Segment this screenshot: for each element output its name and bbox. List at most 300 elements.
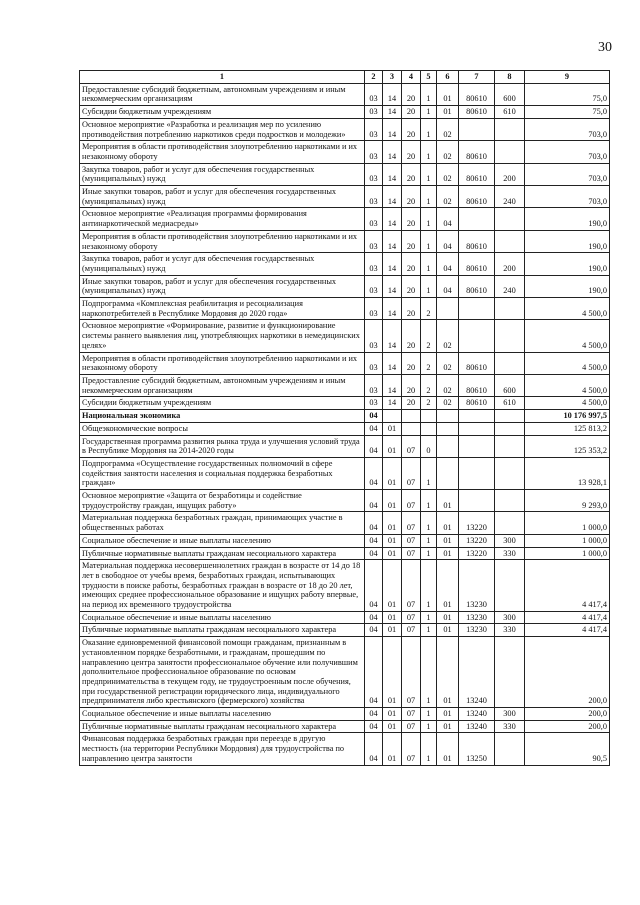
subsection-code: 01: [383, 512, 402, 534]
section-code: 03: [365, 374, 383, 396]
amount-value: 190,0: [525, 208, 610, 230]
table-row: [80, 253, 610, 275]
table-row: [80, 490, 610, 512]
activity-code: 01: [437, 720, 459, 733]
header-cell: 8: [495, 71, 525, 84]
subsection-code: 14: [383, 275, 402, 297]
amount-value: 703,0: [525, 186, 610, 208]
activity-code: 02: [437, 320, 459, 352]
program-code: 07: [402, 624, 421, 637]
subsection-code: 14: [383, 163, 402, 185]
activity-code: 02: [437, 163, 459, 185]
program-code: 07: [402, 547, 421, 560]
subsection-code: 14: [383, 186, 402, 208]
header-cell: 6: [437, 71, 459, 84]
amount-value: 4 500,0: [525, 374, 610, 396]
amount-value: 4 417,4: [525, 624, 610, 637]
table-row: [80, 163, 610, 185]
program-code: 07: [402, 457, 421, 489]
direction-code: 13220: [459, 512, 495, 534]
amount-value: 4 500,0: [525, 298, 610, 320]
subprogram-code: 1: [421, 275, 437, 297]
direction-code: 80610: [459, 163, 495, 185]
direction-code: 13220: [459, 547, 495, 560]
subprogram-code: 1: [421, 637, 437, 708]
amount-value: 4 500,0: [525, 397, 610, 410]
section-code: 03: [365, 397, 383, 410]
section-code: 03: [365, 163, 383, 185]
subprogram-code: 1: [421, 490, 437, 512]
amount-value: 125 813,2: [525, 422, 610, 435]
section-code: 04: [365, 733, 383, 765]
table-row: [80, 733, 610, 765]
row-description: Основное мероприятие «Разработка и реализация мер по усилению противодействия потреблению наркотиков среди подростков и молодежи»: [80, 118, 365, 140]
subprogram-code: 1: [421, 720, 437, 733]
program-code: 07: [402, 490, 421, 512]
program-code: 07: [402, 733, 421, 765]
activity-code: [437, 435, 459, 457]
table-row: [80, 611, 610, 624]
activity-code: 04: [437, 275, 459, 297]
activity-code: 01: [437, 83, 459, 105]
expense-type-code: [495, 230, 525, 252]
subsection-code: 01: [383, 534, 402, 547]
program-code: 20: [402, 141, 421, 163]
expense-type-code: [495, 141, 525, 163]
direction-code: [459, 410, 495, 423]
table-row: [80, 708, 610, 721]
program-code: 07: [402, 708, 421, 721]
subsection-code: [383, 410, 402, 423]
program-code: 20: [402, 163, 421, 185]
section-code: 03: [365, 275, 383, 297]
row-description: Социальное обеспечение и иные выплаты населению: [80, 534, 365, 547]
expense-type-code: [495, 422, 525, 435]
amount-value: 200,0: [525, 708, 610, 721]
subsection-code: 01: [383, 560, 402, 612]
table-row: [80, 637, 610, 708]
row-description: Социальное обеспечение и иные выплаты населению: [80, 708, 365, 721]
header-cell: 2: [365, 71, 383, 84]
direction-code: 80610: [459, 83, 495, 105]
subprogram-code: 1: [421, 106, 437, 119]
row-description: Общеэкономические вопросы: [80, 422, 365, 435]
section-code: 03: [365, 106, 383, 119]
program-code: [402, 410, 421, 423]
section-code: 04: [365, 624, 383, 637]
expense-type-code: [495, 512, 525, 534]
subsection-code: 01: [383, 733, 402, 765]
subprogram-code: 2: [421, 397, 437, 410]
program-code: 20: [402, 298, 421, 320]
expense-type-code: 300: [495, 534, 525, 547]
expense-type-code: 330: [495, 720, 525, 733]
subprogram-code: 1: [421, 733, 437, 765]
subsection-code: 14: [383, 320, 402, 352]
subprogram-code: 2: [421, 352, 437, 374]
activity-code: 01: [437, 534, 459, 547]
table-row: [80, 275, 610, 297]
program-code: 07: [402, 534, 421, 547]
activity-code: 01: [437, 637, 459, 708]
subsection-code: 01: [383, 422, 402, 435]
subsection-code: 01: [383, 708, 402, 721]
program-code: 20: [402, 83, 421, 105]
expense-type-code: [495, 298, 525, 320]
direction-code: 80610: [459, 106, 495, 119]
direction-code: 13230: [459, 560, 495, 612]
section-code: 03: [365, 118, 383, 140]
table-row: [80, 397, 610, 410]
table-row: [80, 320, 610, 352]
subsection-code: 14: [383, 208, 402, 230]
page-number: 30: [598, 40, 612, 55]
section-code: 03: [365, 141, 383, 163]
row-description: Основное мероприятие «Реализация программы формирования антинаркотической медиасреды»: [80, 208, 365, 230]
amount-value: 200,0: [525, 720, 610, 733]
expense-type-code: 240: [495, 275, 525, 297]
expense-type-code: 240: [495, 186, 525, 208]
table-row: [80, 547, 610, 560]
subprogram-code: 1: [421, 208, 437, 230]
activity-code: 01: [437, 547, 459, 560]
amount-value: 1 000,0: [525, 534, 610, 547]
expense-type-code: [495, 435, 525, 457]
amount-value: 9 293,0: [525, 490, 610, 512]
expense-type-code: 300: [495, 611, 525, 624]
activity-code: 01: [437, 106, 459, 119]
direction-code: [459, 320, 495, 352]
table-row: [80, 624, 610, 637]
amount-value: 125 353,2: [525, 435, 610, 457]
expense-type-code: [495, 320, 525, 352]
activity-code: 01: [437, 611, 459, 624]
activity-code: 04: [437, 230, 459, 252]
direction-code: 80610: [459, 352, 495, 374]
program-code: 20: [402, 118, 421, 140]
activity-code: [437, 422, 459, 435]
direction-code: 80610: [459, 275, 495, 297]
expense-type-code: 600: [495, 83, 525, 105]
section-code: 04: [365, 435, 383, 457]
subsection-code: 14: [383, 141, 402, 163]
table-row: [80, 457, 610, 489]
direction-code: 13240: [459, 720, 495, 733]
program-code: 07: [402, 560, 421, 612]
section-code: 03: [365, 208, 383, 230]
amount-value: 4 500,0: [525, 320, 610, 352]
activity-code: 01: [437, 490, 459, 512]
row-description: Иные закупки товаров, работ и услуг для обеспечения государственных (муниципальных) нужд: [80, 186, 365, 208]
amount-value: 200,0: [525, 637, 610, 708]
subprogram-code: 1: [421, 141, 437, 163]
amount-value: 703,0: [525, 118, 610, 140]
direction-code: 13240: [459, 637, 495, 708]
program-code: 20: [402, 106, 421, 119]
expense-type-code: 610: [495, 397, 525, 410]
table-row: [80, 512, 610, 534]
activity-code: 04: [437, 208, 459, 230]
row-description: Материальная поддержка несовершеннолетних граждан в возрасте от 14 до 18 лет в свободное от учебы время, безработных граждан, испытывающих трудности в поиске работы, безработных граждан в возрасте от 18 до 20 лет, имеющих среднее профессиональное образование и ищущих работу впервые, на период их временного трудоустройства: [80, 560, 365, 612]
row-description: Закупка товаров, работ и услуг для обеспечения государственных (муниципальных) нужд: [80, 163, 365, 185]
row-description: Мероприятия в области противодействия злоупотреблению наркотиками и их незаконному обороту: [80, 352, 365, 374]
amount-value: 703,0: [525, 141, 610, 163]
section-code: 04: [365, 720, 383, 733]
table-row: [80, 435, 610, 457]
amount-value: 4 417,4: [525, 611, 610, 624]
table-row: [80, 118, 610, 140]
expense-type-code: 330: [495, 547, 525, 560]
expense-type-code: [495, 457, 525, 489]
table-row: [80, 534, 610, 547]
amount-value: 190,0: [525, 230, 610, 252]
table-row: [80, 106, 610, 119]
table-row: [80, 410, 610, 423]
amount-value: 90,5: [525, 733, 610, 765]
direction-code: 80610: [459, 253, 495, 275]
activity-code: 01: [437, 624, 459, 637]
budget-table: [79, 70, 610, 766]
direction-code: 13230: [459, 611, 495, 624]
table-row: [80, 560, 610, 612]
header-cell: 4: [402, 71, 421, 84]
subprogram-code: 2: [421, 298, 437, 320]
activity-code: 02: [437, 374, 459, 396]
direction-code: 80610: [459, 141, 495, 163]
activity-code: 04: [437, 253, 459, 275]
activity-code: 02: [437, 141, 459, 163]
program-code: 07: [402, 720, 421, 733]
subprogram-code: 0: [421, 435, 437, 457]
amount-value: 190,0: [525, 253, 610, 275]
subsection-code: 01: [383, 624, 402, 637]
section-code: 04: [365, 637, 383, 708]
expense-type-code: [495, 490, 525, 512]
program-code: 07: [402, 435, 421, 457]
activity-code: 01: [437, 708, 459, 721]
header-cell: 5: [421, 71, 437, 84]
table-row: [80, 141, 610, 163]
direction-code: 80610: [459, 230, 495, 252]
row-description: Субсидии бюджетным учреждениям: [80, 106, 365, 119]
amount-value: 190,0: [525, 275, 610, 297]
program-code: 20: [402, 208, 421, 230]
activity-code: [437, 457, 459, 489]
subsection-code: 14: [383, 253, 402, 275]
header-cell: 7: [459, 71, 495, 84]
table-row: [80, 208, 610, 230]
direction-code: [459, 422, 495, 435]
subsection-code: 14: [383, 230, 402, 252]
row-description: Основное мероприятие «Формирование, развитие и функционирование системы раннего выявления лиц, употребляющих наркотики в немедицинских целях»: [80, 320, 365, 352]
row-description: Социальное обеспечение и иные выплаты населению: [80, 611, 365, 624]
row-description: Иные закупки товаров, работ и услуг для обеспечения государственных (муниципальных) нужд: [80, 275, 365, 297]
row-description: Национальная экономика: [80, 410, 365, 423]
activity-code: [437, 298, 459, 320]
row-description: Публичные нормативные выплаты гражданам несоциального характера: [80, 720, 365, 733]
subsection-code: 01: [383, 547, 402, 560]
row-description: Подпрограмма «Осуществление государственных полномочий в сфере содействия занятости населения и социальная поддержка безработных граждан»: [80, 457, 365, 489]
expense-type-code: 600: [495, 374, 525, 396]
program-code: 20: [402, 186, 421, 208]
program-code: 07: [402, 637, 421, 708]
expense-type-code: [495, 352, 525, 374]
row-description: Публичные нормативные выплаты гражданам несоциального характера: [80, 547, 365, 560]
direction-code: [459, 118, 495, 140]
section-code: 03: [365, 352, 383, 374]
subprogram-code: 1: [421, 534, 437, 547]
direction-code: 13230: [459, 624, 495, 637]
subsection-code: 01: [383, 611, 402, 624]
expense-type-code: 610: [495, 106, 525, 119]
section-code: 04: [365, 490, 383, 512]
row-description: Предоставление субсидий бюджетным, автономным учреждениям и иным некоммерческим организациям: [80, 83, 365, 105]
direction-code: 80610: [459, 397, 495, 410]
activity-code: [437, 410, 459, 423]
section-code: 04: [365, 708, 383, 721]
program-code: 20: [402, 275, 421, 297]
program-code: 20: [402, 374, 421, 396]
section-code: 04: [365, 512, 383, 534]
subprogram-code: 1: [421, 547, 437, 560]
subprogram-code: 1: [421, 624, 437, 637]
row-description: Мероприятия в области противодействия злоупотреблению наркотиками и их незаконному обороту: [80, 230, 365, 252]
expense-type-code: 200: [495, 253, 525, 275]
row-description: Предоставление субсидий бюджетным, автономным учреждениям и иным некоммерческим организациям: [80, 374, 365, 396]
table-header-row: [80, 71, 610, 84]
direction-code: 13240: [459, 708, 495, 721]
section-code: 03: [365, 230, 383, 252]
row-description: Государственная программа развития рынка труда и улучшения условий труда в Республике Мордовия на 2014-2020 годы: [80, 435, 365, 457]
row-description: Подпрограмма «Комплексная реабилитация и ресоциализация наркопотребителей в Республике Мордовия до 2020 года»: [80, 298, 365, 320]
subsection-code: 14: [383, 106, 402, 119]
table-row: [80, 374, 610, 396]
section-code: 04: [365, 560, 383, 612]
row-description: Финансовая поддержка безработных граждан при переезде в другую местность (на территории Республики Мордовия) для трудоустройства по направлению центра занятости: [80, 733, 365, 765]
section-code: 03: [365, 320, 383, 352]
row-description: Субсидии бюджетным учреждениям: [80, 397, 365, 410]
section-code: 04: [365, 422, 383, 435]
amount-value: 4 417,4: [525, 560, 610, 612]
expense-type-code: [495, 208, 525, 230]
section-code: 03: [365, 298, 383, 320]
subsection-code: 01: [383, 435, 402, 457]
activity-code: 02: [437, 397, 459, 410]
program-code: 07: [402, 512, 421, 534]
header-cell: 1: [80, 71, 365, 84]
subprogram-code: 1: [421, 457, 437, 489]
amount-value: 13 928,1: [525, 457, 610, 489]
amount-value: 1 000,0: [525, 547, 610, 560]
table-row: [80, 352, 610, 374]
subprogram-code: 1: [421, 83, 437, 105]
subprogram-code: [421, 410, 437, 423]
program-code: 20: [402, 253, 421, 275]
direction-code: [459, 457, 495, 489]
subsection-code: 01: [383, 720, 402, 733]
expense-type-code: [495, 118, 525, 140]
program-code: 20: [402, 320, 421, 352]
direction-code: 80610: [459, 186, 495, 208]
subprogram-code: 2: [421, 374, 437, 396]
subsection-code: 14: [383, 397, 402, 410]
section-code: 04: [365, 547, 383, 560]
header-cell: 9: [525, 71, 610, 84]
table-row: [80, 83, 610, 105]
activity-code: 01: [437, 733, 459, 765]
subsection-code: 14: [383, 83, 402, 105]
subprogram-code: 1: [421, 512, 437, 534]
section-code: 03: [365, 253, 383, 275]
direction-code: [459, 208, 495, 230]
program-code: 07: [402, 611, 421, 624]
subprogram-code: 1: [421, 163, 437, 185]
direction-code: 80610: [459, 374, 495, 396]
amount-value: 4 500,0: [525, 352, 610, 374]
section-code: 03: [365, 186, 383, 208]
expense-type-code: [495, 637, 525, 708]
row-description: Мероприятия в области противодействия злоупотреблению наркотиками и их незаконному обороту: [80, 141, 365, 163]
expense-type-code: 200: [495, 163, 525, 185]
expense-type-code: 300: [495, 708, 525, 721]
amount-value: 75,0: [525, 83, 610, 105]
table-row: [80, 720, 610, 733]
expense-type-code: [495, 733, 525, 765]
expense-type-code: [495, 560, 525, 612]
subprogram-code: 1: [421, 253, 437, 275]
amount-value: 75,0: [525, 106, 610, 119]
amount-value: 703,0: [525, 163, 610, 185]
table-row: [80, 186, 610, 208]
subprogram-code: 1: [421, 611, 437, 624]
expense-type-code: 330: [495, 624, 525, 637]
row-description: Публичные нормативные выплаты гражданам несоциального характера: [80, 624, 365, 637]
direction-code: [459, 298, 495, 320]
activity-code: 01: [437, 512, 459, 534]
subprogram-code: 1: [421, 230, 437, 252]
direction-code: [459, 490, 495, 512]
row-description: Основное мероприятие «Защита от безработицы и содействие трудоустройству граждан, ищущих работу»: [80, 490, 365, 512]
section-code: 04: [365, 534, 383, 547]
subprogram-code: 2: [421, 320, 437, 352]
subsection-code: 01: [383, 490, 402, 512]
program-code: 20: [402, 230, 421, 252]
activity-code: 02: [437, 186, 459, 208]
program-code: 20: [402, 352, 421, 374]
subprogram-code: 1: [421, 118, 437, 140]
activity-code: 01: [437, 560, 459, 612]
subsection-code: 01: [383, 637, 402, 708]
row-description: Закупка товаров, работ и услуг для обеспечения государственных (муниципальных) нужд: [80, 253, 365, 275]
direction-code: 13250: [459, 733, 495, 765]
direction-code: 13220: [459, 534, 495, 547]
subprogram-code: 1: [421, 708, 437, 721]
amount-value: 1 000,0: [525, 512, 610, 534]
section-code: 04: [365, 611, 383, 624]
subsection-code: 14: [383, 374, 402, 396]
activity-code: 02: [437, 118, 459, 140]
program-code: [402, 422, 421, 435]
section-code: 04: [365, 410, 383, 423]
expense-type-code: [495, 410, 525, 423]
subprogram-code: [421, 422, 437, 435]
row-description: Оказание единовременной финансовой помощи гражданам, признанным в установленном порядке безработными, и гражданам, прошедшим по направлению центра занятости профессиональное обучение или получившим дополнительное профессиональное образование по основам предпринимательства в текущем году, не трудоустроенным после обучения, при государственной регистрации юридического лица, индивидуального предпринимателя либо крестьянского (фермерского) хозяйства: [80, 637, 365, 708]
header-cell: 3: [383, 71, 402, 84]
subsection-code: 01: [383, 457, 402, 489]
section-code: 04: [365, 457, 383, 489]
subprogram-code: 1: [421, 560, 437, 612]
row-description: Материальная поддержка безработных граждан, принимающих участие в общественных работах: [80, 512, 365, 534]
